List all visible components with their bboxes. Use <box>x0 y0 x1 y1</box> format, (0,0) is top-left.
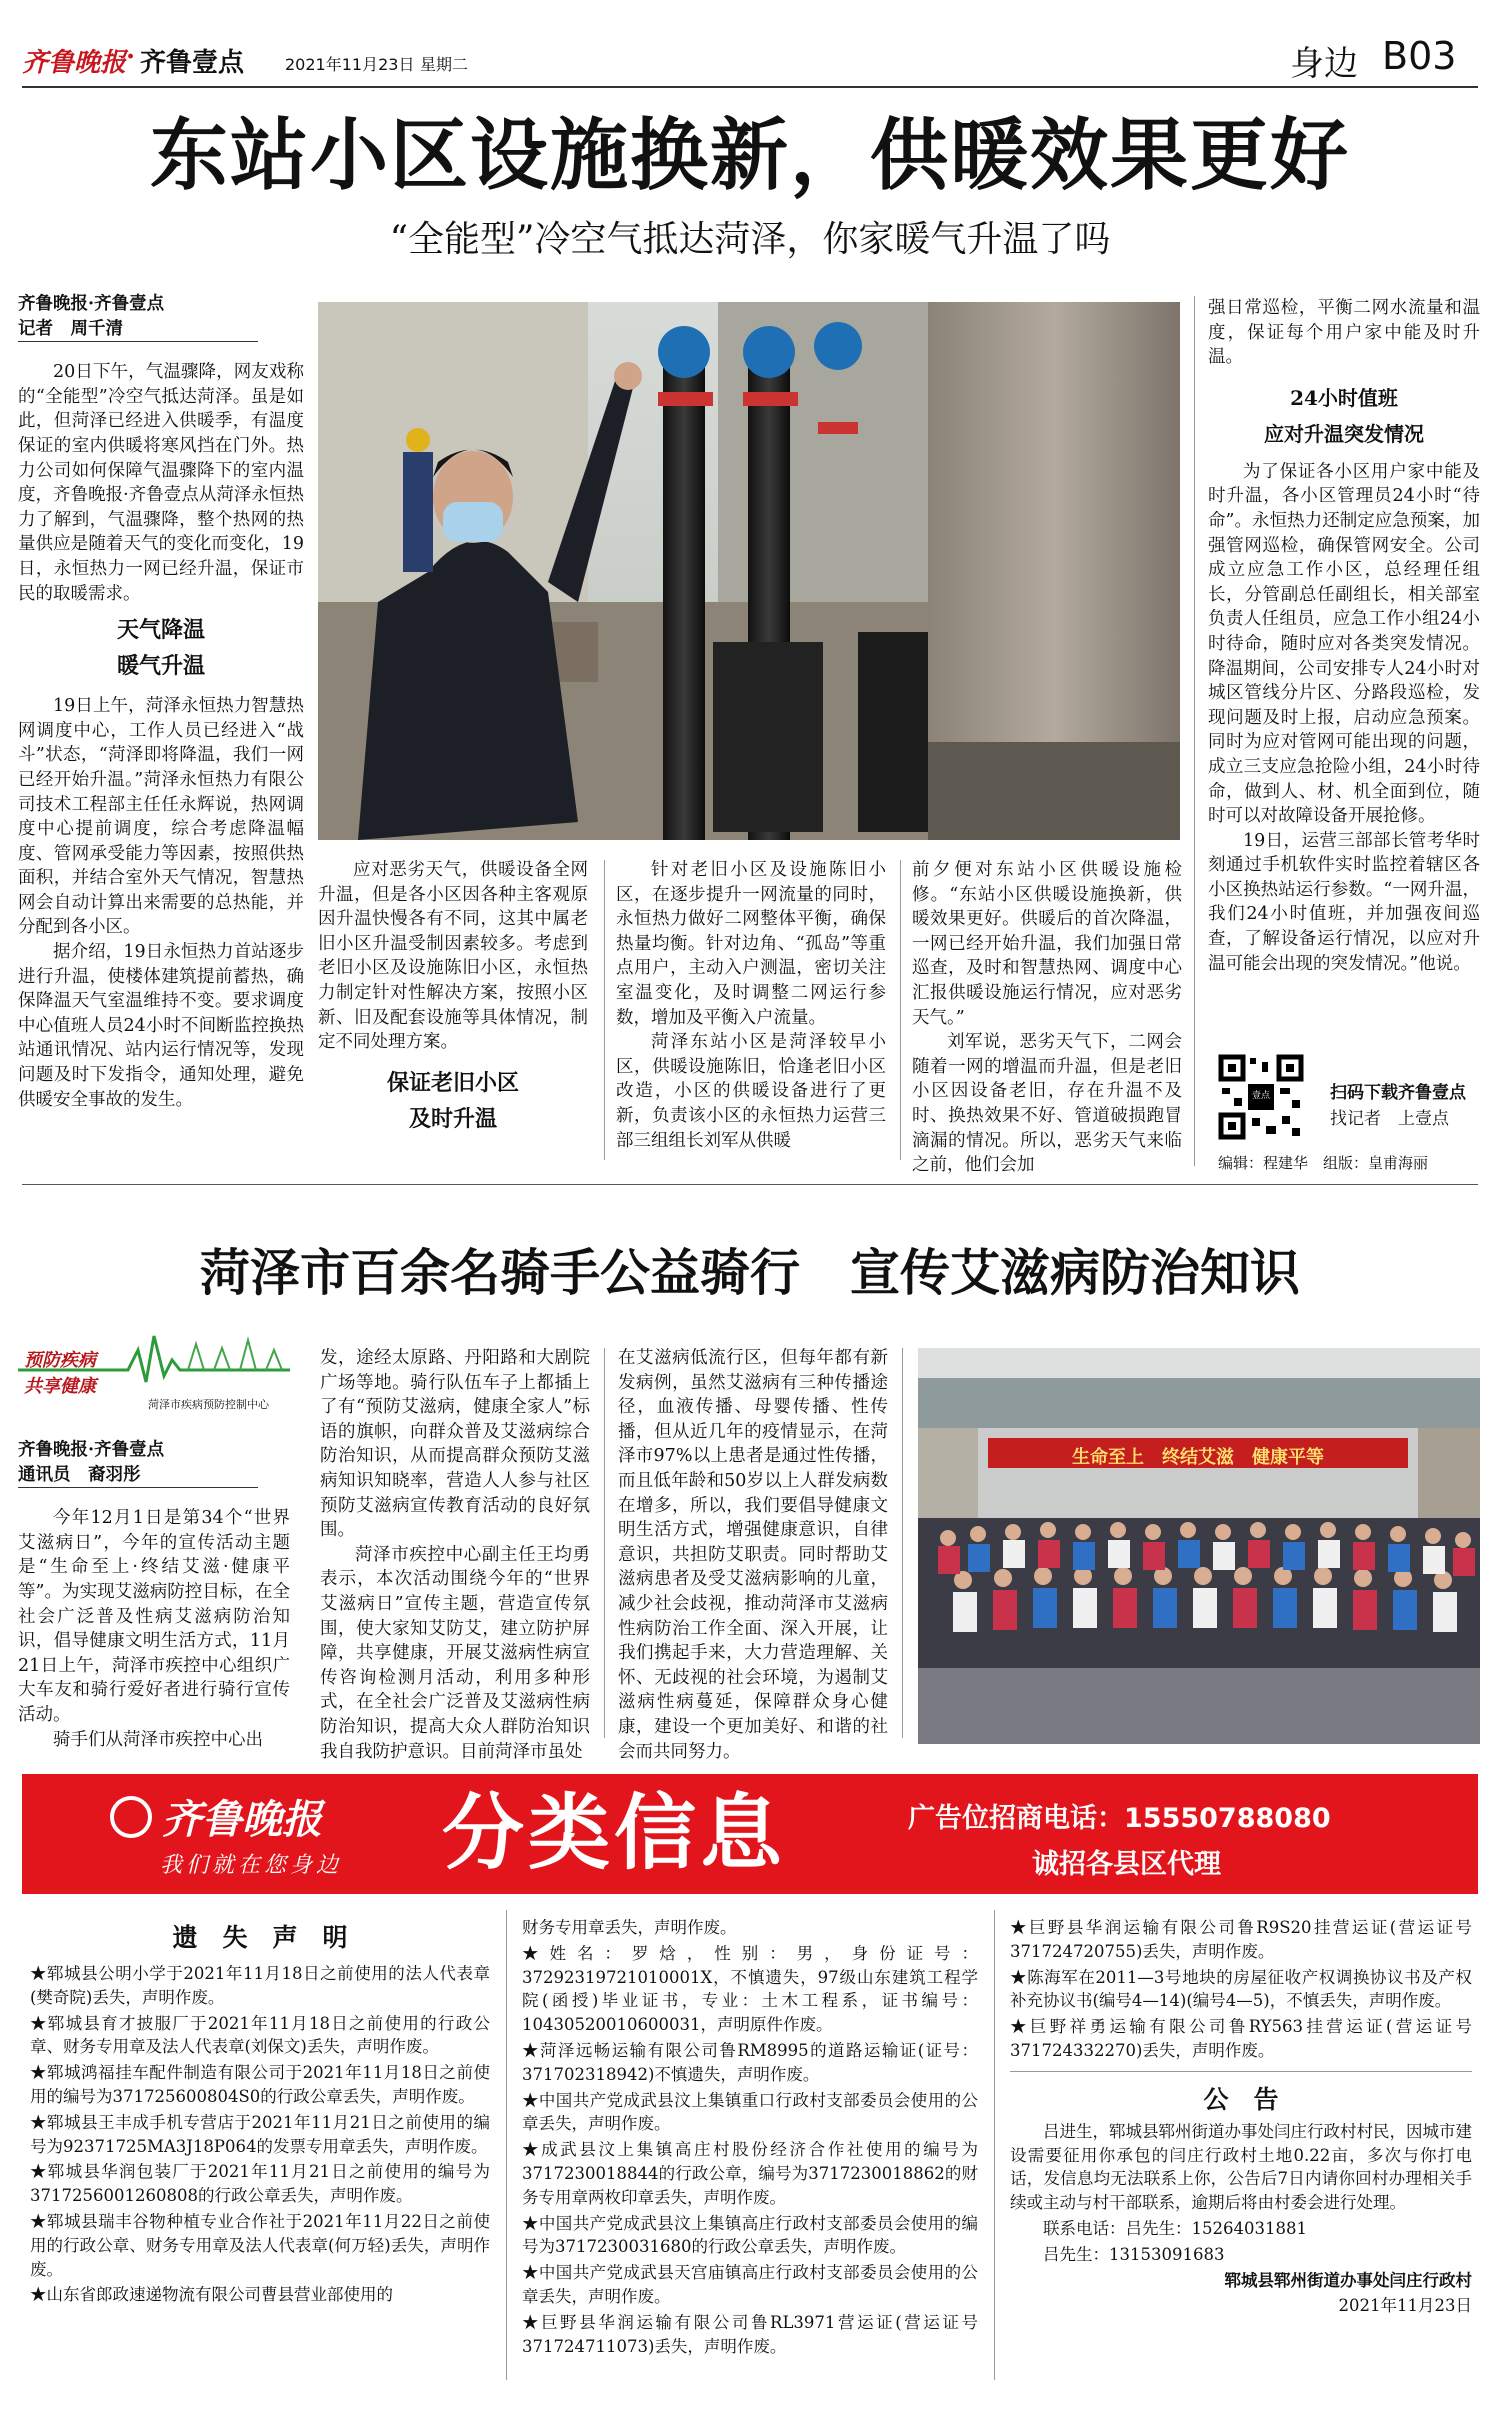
article2-photo <box>918 1348 1480 1744</box>
byline-source: 齐鲁晚报·齐鲁壹点 <box>18 294 165 314</box>
classified-column-2: 财务专用章丢失，声明作废。 ★姓名：罗焓，性别：男，身份证号：37292319721010001X，不慎遗失，97级山东建筑工程学院(函授)毕业证书，专业：土木工程系，证书编号：10430520010600031，声明原件作废。 ★菏泽远畅运输有限公司鲁RM8995的道路运输证(证号：371702318942)不慎遗失，声明作废。 ★中国共产党成武县汶上集镇重口行政村支部委员会使用的公章丢失，声明作废。 ★成武县汶上集镇高庄村股份经济合作社使用的编号为3717230018844的行政公章，编号为3717230018862的财务专用章两枚印章丢失，声明作废。 ★中国共产党成武县汶上集镇高庄行政村支部委员会使用的编号为3717230031680的行政公章丢失，声明作废。 ★中国共产党成武县天宫庙镇高庄行政村支部委员会使用的公章丢失，声明作废。 ★巨野县华润运输有限公司鲁RL3971营运证(营运证号371724711073)丢失，声明作废。 <box>522 1918 978 2356</box>
logo-org-name: 菏泽市疾病预防控制中心 <box>148 1398 269 1411</box>
byline-reporter-2: 通讯员 裔羽彤 <box>18 1463 258 1489</box>
logo-slogan-1: 预防疾病 <box>24 1350 96 1371</box>
logo-slogan-2: 共享健康 <box>24 1376 96 1397</box>
section-name: 身边 <box>1290 44 1358 84</box>
byline-reporter: 记者 周千清 <box>18 317 258 343</box>
subhead-5b: 应对升温突发情况 <box>1264 421 1424 446</box>
article1-column-5: 强日常巡检，平衡二网水流量和温度，保证每个用户家中能及时升温。 24小时值班 应对升温突发情况 为了保证各小区用户家中能及时升温，各小区管理员24小时“待命”。永恒热力还制定应急预案，加强管网巡检，确保管网安全。公司成立应急工作小区，总经理任组长，分管副总任副组长，相关部室负责人任组员，应急工作小组24小时待命，随时应对各类突发情况。降温期间，公司安排专人24小时对城区管线分片区、分路段巡检，发现问题及时上报，启动应急预案。同时为应对管网可能出现的问题，成立三支应急抢险小组，24小时待命，做到人、材、机全面到位，随时可以对故障设备开展抢修。 19日，运营三部部长管考华时刻通过手机软件实时监控着辖区各小区换热站运行参数。“一网升温，我们24小时值班，并加强夜间巡查，了解设备运行情况，以应对升温可能会出现的突发情况。”他说。 <box>1208 298 1480 974</box>
article-separator <box>22 1184 1478 1185</box>
subhead-2b: 及时升温 <box>408 1105 497 1132</box>
editor-credit: 编辑：程建华 组版：皇甫海丽 <box>1218 1154 1429 1172</box>
article1-column-4: 前夕便对东站小区供暖设施检修。“东站小区供暖设施换新，供暖效果更好。供暖后的首次降温，一网已经开始升温，我们加强日常巡查，及时和智慧热网、调度中心汇报供暖设施运行情况，应对恶劣天气。” 刘军说，恶劣天气下，二网会随着一网的增温而升温，但是老旧小区因设备老旧，存在升温不及时、换热效果不好、管道破损跑冒滴漏的情况。所以，恶劣天气来临之前，他们会加 <box>912 860 1182 1176</box>
classified-logo-circle <box>110 1796 152 1838</box>
article1-subtitle: “全能型”冷空气抵达菏泽，你家暖气升温了吗 <box>389 219 1111 260</box>
article1-col1-text: 20日下午，气温骤降，网友戏称的“全能型”冷空气抵达菏泽。虽是如此，但菏泽已经进入供暖季，有温度保证的室内供暖将寒风挡在门外。热力公司如何保障气温骤降下的室内温度，齐鲁晚报·齐鲁壹点从菏泽永恒热力了解到，气温骤降，整个热网的热量供应是随着天气的变化而变化，19日，永恒热力一网已经升温，保证市民的取暖需求。 <box>18 362 304 604</box>
subhead-1a: 天气降温 <box>116 617 205 644</box>
qr-block <box>1218 1054 1480 1138</box>
subhead-2a: 保证老旧小区 <box>386 1069 519 1096</box>
logo-separator: · <box>126 42 136 72</box>
masthead <box>22 30 1478 90</box>
issue-weekday: 星期二 <box>420 55 469 74</box>
heating-pipes-photo <box>318 302 1180 840</box>
classified-logo: 齐鲁晚报 <box>162 1796 322 1843</box>
article2-column-2: 发，途经太原路、丹阳路和大剧院广场等地。骑行队伍车子上都插上了有“预防艾滋病，健康全家人”标语的旗帜，向群众普及艾滋病综合防治知识，从而提高群众预防艾滋病知识知晓率，营造人人参与社区预防艾滋病宣传教育活动的良好氛围。 菏泽市疾控中心副主任王均勇表示，本次活动围绕今年的“世界艾滋病日”宣传主题，营造宣传氛围，使大家知艾防艾，建立防护屏障，共享健康，开展艾滋病性病宣传咨询检测月活动，利用多种形式，在全社会广泛普及艾滋病性病防治知识，提高大众人群防治知识我自我防护意识。目前菏泽市虽处 <box>320 1348 590 1762</box>
classified-title: 分类信息 <box>442 1786 787 1881</box>
issue-date: 2021年11月23日 <box>285 55 415 74</box>
lost-notice-heading: 遗 失 声 明 <box>172 1923 348 1952</box>
article2-column-3: 在艾滋病低流行区，但每年都有新发病例，虽然艾滋病有三种传播途径，血液传播、母婴传播、性传播，但从近几年的疫情显示，在菏泽市97%以上患者是通过性传播，而且低年龄和50岁以上人群发病数在增多，所以，我们要倡导健康文明生活方式，增强健康意识，自律意识，共担防艾职责。同时帮助艾滋病患者及受艾滋病影响的儿童，减少社会歧视，推动菏泽市艾滋病性病防治工作全面、深入开展，让我们携起手来，大力营造理解、关怀、无歧视的社会环境，为遏制艾滋病性病蔓延，保障群众身心健康，建设一个更加美好、和谐的社会而共同努力。 <box>618 1348 888 1762</box>
article1-column-3: 针对老旧小区及设施陈旧小区，在逐步提升一网流量的同时，永恒热力做好二网整体平衡，确保热量均衡。针对边角、“孤岛”等重点用户，主动入户测温，密切关注室温变化，及时调整二网运行参数，增加及平衡入户流量。 菏泽东站小区是菏泽较早小区，供暖设施陈旧，恰逢老旧小区改造，小区的供暖设备进行了更新，负责该小区的永恒热力运营三部三组组长刘军从供暖 <box>616 860 886 1151</box>
qr-caption-2: 找记者 上壹点 <box>1330 1109 1449 1129</box>
ad-agent-recruit: 诚招各县区代理 <box>1032 1849 1221 1880</box>
photo-banner-text: 生命至上 终结艾滋 健康平等 <box>1072 1447 1324 1468</box>
ad-phone: 广告位招商电话：15550788080 <box>908 1803 1331 1834</box>
classified-column-1: 遗 失 声 明 ★郓城县公明小学于2021年11月18日之前使用的法人代表章(樊奇院)丢失，声明作废。 ★郓城县育才披服厂于2021年11月18日之前使用的行政公章、财务专用章及法人代表章(刘保文)丢失，声明作废。 ★郓城鸿福挂车配件制造有限公司于2021年11月18日之前使用的编号为371725600804S0的行政公章丢失，声明作废。 ★郓城县王丰成手机专营店于2021年11月21日之前使用的编号为92371725MA3J18P064的发票专用章丢失，声明作废。 ★郓城县华润包装厂于2021年11月21日之前使用的编号为3717256001260808的行政公章丢失，声明作废。 ★郓城县瑞丰谷物种植专业合作社于2021年11月22日之前使用的行政公章、财务专用章及法人代表章(何万轻)丢失，声明作废。 ★山东省郎政速递物流有限公司曹县营业部使用的 <box>30 1918 490 2309</box>
subhead-1b: 暖气升温 <box>116 653 205 680</box>
subhead-5a: 24小时值班 <box>1290 385 1398 410</box>
app-logo: 齐鲁壹点 <box>140 48 245 78</box>
article1-title: 东站小区设施换新，供暖效果更好 <box>149 110 1350 201</box>
article1-column-2: 应对恶劣天气，供暖设备全网升温，但是各小区因各种主客观原因升温快慢各有不同，这其中属老旧小区升温受制因素较多。考虑到老旧小区及设施陈旧小区，永恒热力制定针对性解决方案，按照小区新、旧及配套设施等具体情况，制定不同处理方案。 保证老旧小区 及时升温 <box>318 858 588 1137</box>
article2-title: 菏泽市百余名骑手公益骑行 宣传艾滋病防治知识 <box>200 1243 1300 1302</box>
header-rule <box>22 86 1478 88</box>
byline-source-2: 齐鲁晚报·齐鲁壹点 <box>18 1440 165 1460</box>
classified-column-3: ★巨野县华润运输有限公司鲁R9S20挂营运证(营运证号371724720755)丢失，声明作废。 ★陈海军在2011—3号地块的房屋征收产权调换协议书及产权补充协议书(编号4—14)(编号4—5)，不慎丢失，声明作废。 ★巨野祥勇运输有限公司鲁RY563挂营运证(营运证号371724332270)丢失，声明作废。 公 告 吕进生，郓城县郓州街道办事处闫庄行政村村民，因城市建设需要征用你承包的闫庄行政村土地0.22亩，多次与你打电话，发信息均无法联系上你，公告后7日内请你回村办理相关手续或主动与村干部联系，逾期后将由村委会进行处理。 联系电话：吕先生：15264031881 吕先生：13153091683 郓城县郓州街道办事处闫庄行政村 2021年11月23日 <box>1010 1918 1472 2316</box>
article1-column-1: 齐鲁晚报·齐鲁壹点 记者 周千清 20日下午，气温骤降，网友戏称的“全能型”冷空气抵达菏泽。虽是如此，但菏泽已经进入供暖季，有温度保证的室内供暖将寒风挡在门外。热力公司如何保障气温骤降下的室内温度，齐鲁晚报·齐鲁壹点从菏泽永恒热力了解到，气温骤降，整个热网的热量供应是随着天气的变化而变化，19日，永恒热力一网已经升温，保证市民的取暖需求。 天气降温 暖气升温 19日上午，菏泽永恒热力智慧热网调度中心，工作人员已经进入“战斗”状态，“菏泽即将降温，我们一网已经开始升温。”菏泽永恒热力有限公司技术工程部主任任永辉说，热网调度中心提前调度，综合考虑降温幅度、管网承受能力等因素，按照供热面积，并结合室外天气情况，智慧热网会自动计算出来需要的总热能，并分配到各小区。 据介绍，19日永恒热力首站逐步进行升温，使楼体建筑提前蓄热，确保降温天气室温维持不变。要求调度中心值班人员24小时不间断监控换热站通讯情况、站内运行情况等，发现问题及时下发指令，通知处理，避免供暖安全事故的发生。 <box>18 294 304 1110</box>
qr-caption-1: 扫码下载齐鲁壹点 <box>1330 1083 1466 1103</box>
cyclists-group-photo <box>918 1348 1480 1744</box>
newspaper-logo: 齐鲁晚报 <box>22 48 127 78</box>
classified-slogan: 我们就在您身边 <box>160 1853 343 1878</box>
page-number: B03 <box>1382 34 1457 78</box>
cdc-campaign-logo <box>18 1330 290 1412</box>
article1-photo <box>318 302 1180 840</box>
article2-column-1: 齐鲁晚报·齐鲁壹点 通讯员 裔羽彤 今年12月1日是第34个“世界艾滋病日”，今年的宣传活动主题是“生命至上·终结艾滋·健康平等”。为实现艾滋病防控目标，在全社会广泛普及性病艾滋病防治知识，倡导健康文明生活方式，11月21日上午，菏泽市疾控中心组织广大车友和骑行爱好者进行骑行宣传活动。 骑手们从菏泽市疾控中心出 <box>18 1440 290 1750</box>
public-notice-heading: 公 告 <box>1203 2084 1279 2114</box>
qr-center-label: 壹点 <box>1251 1091 1270 1101</box>
classified-banner <box>22 1774 1478 1894</box>
